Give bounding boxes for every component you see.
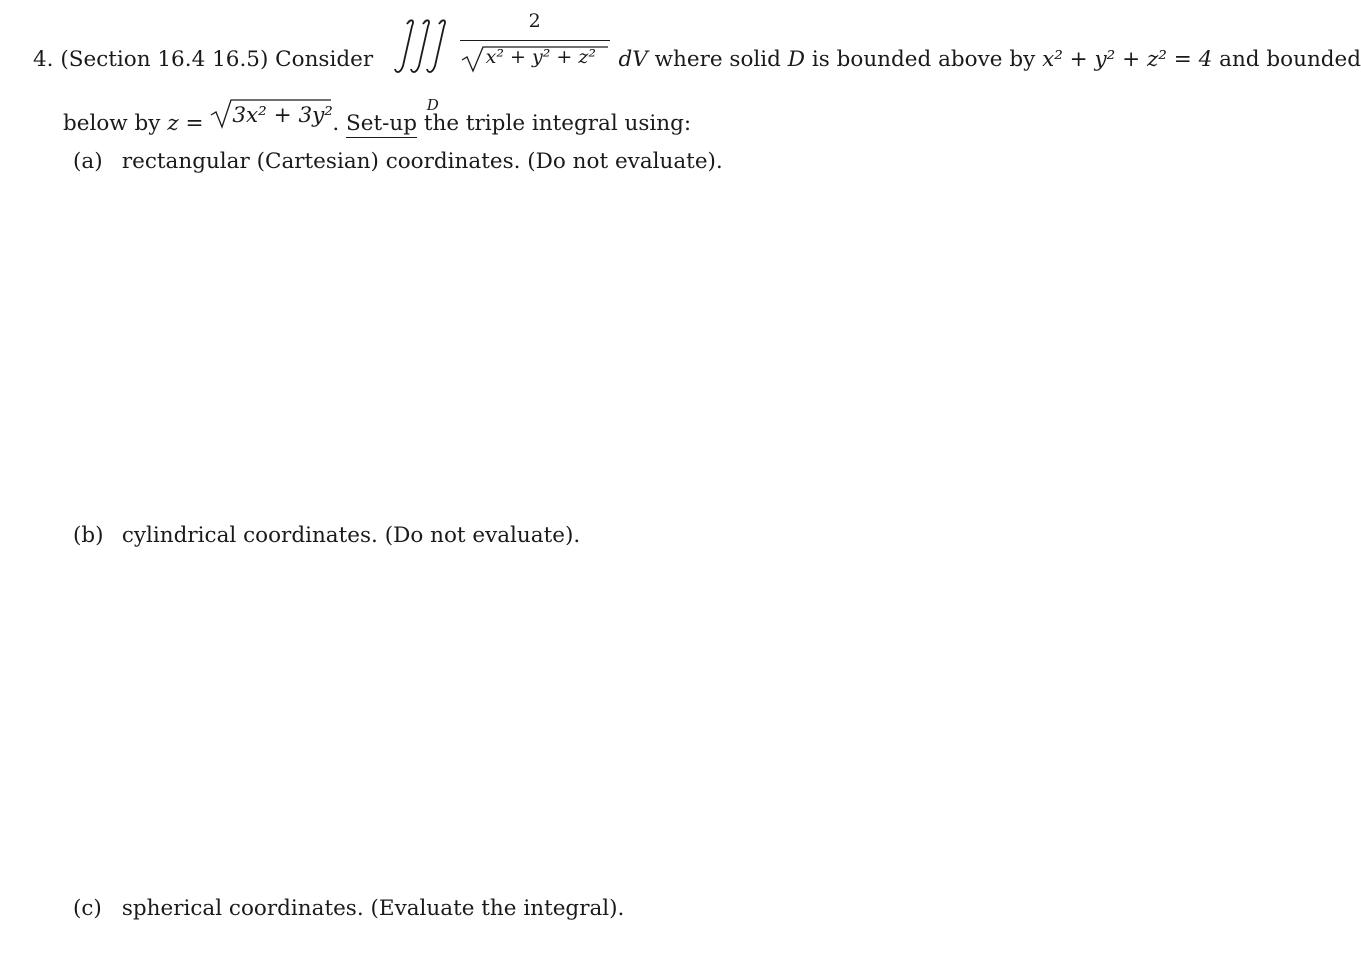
part-b-text: cylindrical coordinates. (Do not evaluate). <box>121 523 581 548</box>
text-where: where solid <box>654 47 781 72</box>
setup-instruction: the triple integral using: <box>423 111 692 136</box>
triple-integral-symbol <box>393 38 451 114</box>
lower-surface-lhs: z = <box>167 111 204 136</box>
text-below-by: below by <box>63 111 161 136</box>
part-c-label: (c) <box>73 896 102 921</box>
part-a-label: (a) <box>73 149 103 174</box>
part-b <box>73 522 580 550</box>
text-and-bounded: and bounded <box>1219 47 1361 72</box>
integrand-denominator <box>458 44 612 74</box>
setup-underlined-word: Set-up <box>346 111 417 136</box>
part-a <box>73 148 723 176</box>
problem-number: 4. <box>33 47 54 72</box>
part-c-text: spherical coordinates. (Evaluate the integral). <box>121 896 625 921</box>
text-bounded-above: is bounded above by <box>811 47 1036 72</box>
integrand-numerator: 2 <box>528 10 541 32</box>
period: . <box>332 111 340 136</box>
region-name: D <box>787 47 806 72</box>
lower-surface-sqrt <box>210 102 332 130</box>
upper-surface-equation: x² + y² + z² = 4 <box>1042 47 1213 72</box>
part-c <box>73 895 624 923</box>
part-b-label: (b) <box>73 523 104 548</box>
denominator-radicand: x² + y² + z² <box>485 46 596 68</box>
lower-surface-radicand: 3x² + 3y² <box>232 103 333 128</box>
problem-statement-line-2 <box>63 102 691 138</box>
integral-region-label: D <box>426 96 439 114</box>
problem-4 <box>33 10 1361 921</box>
problem-statement-line-1 <box>33 10 1361 114</box>
fraction-bar <box>460 40 610 41</box>
section-reference: (Section 16.4 16.5) Consider <box>60 47 374 72</box>
triple-integral-icon <box>393 16 451 76</box>
part-a-text: rectangular (Cartesian) coordinates. (Do not evaluate). <box>121 149 723 174</box>
differential: dV <box>618 47 648 72</box>
integrand-fraction <box>458 10 612 68</box>
